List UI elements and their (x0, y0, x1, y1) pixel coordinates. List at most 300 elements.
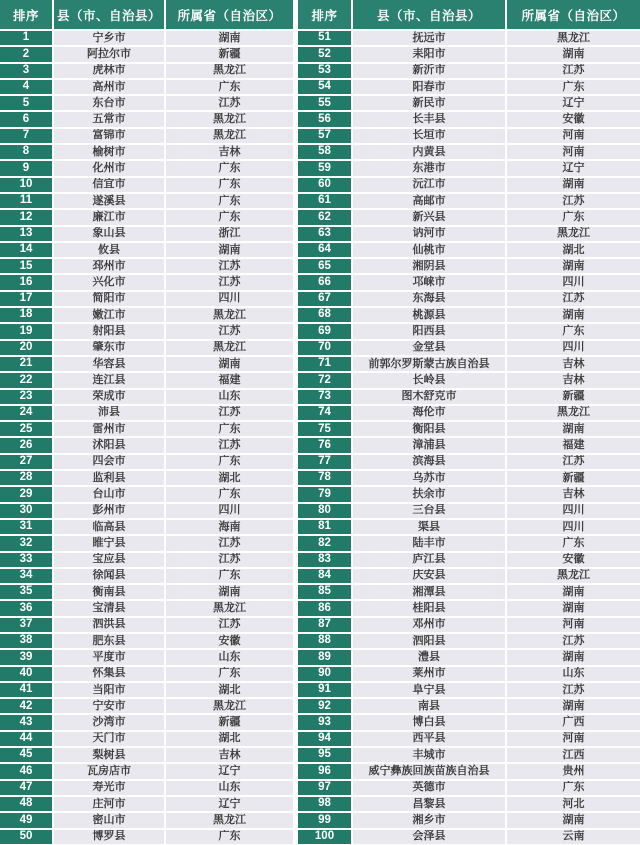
county-cell: 肥东县 (54, 634, 164, 648)
county-cell: 攸县 (54, 243, 164, 257)
county-cell: 西平县 (353, 732, 505, 746)
county-cell: 高邮市 (353, 194, 505, 208)
rank-cell: 33 (0, 553, 52, 567)
county-cell: 榆树市 (54, 145, 164, 159)
rank-cell: 73 (298, 390, 351, 404)
county-cell: 莱州市 (353, 667, 505, 681)
province-cell: 黑龙江 (166, 341, 293, 355)
column-header-province: 所属省（自治区） (507, 0, 640, 29)
province-cell: 湖南 (166, 243, 293, 257)
rank-cell: 68 (298, 308, 351, 322)
rank-cell: 11 (0, 194, 52, 208)
county-cell: 衡南县 (54, 585, 164, 599)
county-cell: 监利县 (54, 471, 164, 485)
rank-cell: 97 (298, 781, 351, 795)
rank-cell: 96 (298, 764, 351, 778)
county-cell: 仙桃市 (353, 243, 505, 257)
province-cell: 湖南 (507, 585, 640, 599)
table-ranks-51-100 (298, 0, 640, 845)
rank-cell: 49 (0, 813, 52, 827)
province-cell: 广东 (507, 781, 640, 795)
county-cell: 博罗县 (54, 830, 164, 844)
province-cell: 河南 (507, 129, 640, 143)
rank-cell: 89 (298, 650, 351, 664)
rank-cell: 32 (0, 536, 52, 550)
province-cell: 贵州 (507, 764, 640, 778)
province-cell: 辽宁 (166, 797, 293, 811)
rank-cell: 57 (298, 129, 351, 143)
province-cell: 新疆 (166, 715, 293, 729)
province-cell: 江苏 (507, 634, 640, 648)
county-cell: 澧县 (353, 650, 505, 664)
rank-cell: 2 (0, 47, 52, 61)
province-cell: 黑龙江 (166, 112, 293, 126)
rank-cell: 81 (298, 520, 351, 534)
province-cell: 黑龙江 (166, 129, 293, 143)
county-cell: 四会市 (54, 455, 164, 469)
county-cell: 长丰县 (353, 112, 505, 126)
province-cell: 黑龙江 (507, 31, 640, 45)
province-cell: 湖北 (166, 683, 293, 697)
province-cell: 广东 (166, 210, 293, 224)
rank-cell: 66 (298, 275, 351, 289)
province-cell: 吉林 (507, 357, 640, 371)
county-cell: 当阳市 (54, 683, 164, 697)
county-cell: 东港市 (353, 161, 505, 175)
province-cell: 湖南 (507, 813, 640, 827)
county-cell: 三台县 (353, 504, 505, 518)
rank-cell: 47 (0, 781, 52, 795)
province-cell: 广东 (166, 161, 293, 175)
county-cell: 耒阳市 (353, 47, 505, 61)
county-cell: 荣成市 (54, 390, 164, 404)
county-cell: 东台市 (54, 96, 164, 110)
rank-cell: 82 (298, 536, 351, 550)
county-cell: 庐江县 (353, 553, 505, 567)
county-cell: 睢宁县 (54, 536, 164, 550)
province-cell: 黑龙江 (166, 813, 293, 827)
county-cell: 怀集县 (54, 667, 164, 681)
rank-cell: 8 (0, 145, 52, 159)
table-grid-right (298, 0, 640, 844)
rank-cell: 54 (298, 80, 351, 94)
province-cell: 福建 (507, 438, 640, 452)
province-cell: 山东 (166, 390, 293, 404)
province-cell: 广东 (166, 422, 293, 436)
province-cell: 新疆 (507, 471, 640, 485)
county-cell: 图木舒克市 (353, 390, 505, 404)
province-cell: 吉林 (166, 748, 293, 762)
county-cell: 连江县 (54, 373, 164, 387)
province-cell: 湖南 (507, 422, 640, 436)
province-cell: 江苏 (166, 275, 293, 289)
province-cell: 海南 (166, 520, 293, 534)
county-cell: 彭州市 (54, 504, 164, 518)
column-header-county: 县（市、自治县） (353, 0, 505, 29)
province-cell: 四川 (507, 504, 640, 518)
province-cell: 湖南 (166, 585, 293, 599)
county-cell: 内黄县 (353, 145, 505, 159)
rank-cell: 15 (0, 259, 52, 273)
county-cell: 扶余市 (353, 487, 505, 501)
province-cell: 广西 (507, 715, 640, 729)
province-cell: 四川 (166, 292, 293, 306)
county-cell: 新沂市 (353, 64, 505, 78)
rank-cell: 92 (298, 699, 351, 713)
province-cell: 江西 (507, 748, 640, 762)
province-cell: 江苏 (507, 455, 640, 469)
county-cell: 化州市 (54, 161, 164, 175)
province-cell: 安徽 (507, 112, 640, 126)
rank-cell: 13 (0, 227, 52, 241)
county-cell: 乌苏市 (353, 471, 505, 485)
county-cell: 长岭县 (353, 373, 505, 387)
county-cell: 邛崃市 (353, 275, 505, 289)
province-cell: 江苏 (166, 96, 293, 110)
county-cell: 徐闻县 (54, 569, 164, 583)
rank-cell: 7 (0, 129, 52, 143)
county-cell: 渠县 (353, 520, 505, 534)
county-cell: 庄河市 (54, 797, 164, 811)
province-cell: 广东 (166, 569, 293, 583)
column-header-county: 县（市、自治县） (54, 0, 164, 29)
province-cell: 湖南 (507, 259, 640, 273)
county-cell: 肇东市 (54, 341, 164, 355)
province-cell: 湖南 (507, 650, 640, 664)
province-cell: 广东 (166, 178, 293, 192)
rank-cell: 88 (298, 634, 351, 648)
rank-cell: 50 (0, 830, 52, 844)
province-cell: 四川 (507, 341, 640, 355)
rank-cell: 83 (298, 553, 351, 567)
rank-cell: 43 (0, 715, 52, 729)
rank-cell: 62 (298, 210, 351, 224)
province-cell: 江苏 (166, 324, 293, 338)
county-cell: 象山县 (54, 227, 164, 241)
province-cell: 湖南 (507, 699, 640, 713)
county-cell: 密山市 (54, 813, 164, 827)
county-cell: 漳浦县 (353, 438, 505, 452)
province-cell: 广东 (166, 455, 293, 469)
rank-cell: 70 (298, 341, 351, 355)
rank-cell: 74 (298, 406, 351, 420)
county-cell: 阿拉尔市 (54, 47, 164, 61)
county-cell: 瓦房店市 (54, 764, 164, 778)
rank-cell: 76 (298, 438, 351, 452)
county-cell: 威宁彝族回族苗族自治县 (353, 764, 505, 778)
rank-cell: 14 (0, 243, 52, 257)
province-cell: 黑龙江 (507, 406, 640, 420)
province-cell: 湖北 (507, 243, 640, 257)
province-cell: 广东 (507, 536, 640, 550)
table-ranks-1-50 (0, 0, 293, 845)
province-cell: 湖北 (166, 471, 293, 485)
rank-cell: 78 (298, 471, 351, 485)
county-cell: 金堂县 (353, 341, 505, 355)
province-cell: 广东 (166, 194, 293, 208)
rank-cell: 6 (0, 112, 52, 126)
province-cell: 广东 (507, 210, 640, 224)
rank-cell: 37 (0, 618, 52, 632)
rank-cell: 56 (298, 112, 351, 126)
province-cell: 山东 (507, 667, 640, 681)
rank-cell: 75 (298, 422, 351, 436)
province-cell: 山东 (166, 650, 293, 664)
rank-cell: 39 (0, 650, 52, 664)
province-cell: 湖北 (166, 732, 293, 746)
province-cell: 江苏 (166, 406, 293, 420)
county-cell: 台山市 (54, 487, 164, 501)
county-cell: 邳州市 (54, 259, 164, 273)
county-cell: 雷州市 (54, 422, 164, 436)
province-cell: 广东 (507, 80, 640, 94)
province-cell: 安徽 (507, 553, 640, 567)
rank-cell: 55 (298, 96, 351, 110)
county-cell: 英德市 (353, 781, 505, 795)
rank-cell: 5 (0, 96, 52, 110)
rank-cell: 40 (0, 667, 52, 681)
province-cell: 广东 (507, 324, 640, 338)
province-cell: 湖南 (166, 357, 293, 371)
province-cell: 新疆 (507, 390, 640, 404)
county-cell: 新民市 (353, 96, 505, 110)
province-cell: 辽宁 (507, 96, 640, 110)
province-cell: 江苏 (166, 618, 293, 632)
rank-cell: 69 (298, 324, 351, 338)
rank-cell: 72 (298, 373, 351, 387)
province-cell: 广东 (166, 487, 293, 501)
rank-cell: 4 (0, 80, 52, 94)
county-cell: 信宜市 (54, 178, 164, 192)
province-cell: 河北 (507, 797, 640, 811)
province-cell: 湖南 (507, 308, 640, 322)
rank-cell: 22 (0, 373, 52, 387)
province-cell: 广东 (166, 80, 293, 94)
province-cell: 湖南 (507, 47, 640, 61)
rank-cell: 63 (298, 227, 351, 241)
rank-cell: 58 (298, 145, 351, 159)
rank-cell: 98 (298, 797, 351, 811)
rank-cell: 100 (298, 830, 351, 844)
county-cell: 沛县 (54, 406, 164, 420)
county-cell: 简阳市 (54, 292, 164, 306)
county-cell: 湘阴县 (353, 259, 505, 273)
province-cell: 福建 (166, 373, 293, 387)
province-cell: 江苏 (166, 259, 293, 273)
rank-cell: 23 (0, 390, 52, 404)
province-cell: 山东 (166, 781, 293, 795)
province-cell: 吉林 (166, 145, 293, 159)
column-header-rank: 排序 (298, 0, 351, 29)
county-cell: 衡阳县 (353, 422, 505, 436)
county-cell: 寿光市 (54, 781, 164, 795)
province-cell: 黑龙江 (166, 601, 293, 615)
rank-cell: 24 (0, 406, 52, 420)
province-cell: 四川 (507, 275, 640, 289)
county-cell: 宁安市 (54, 699, 164, 713)
rank-cell: 90 (298, 667, 351, 681)
rank-cell: 26 (0, 438, 52, 452)
province-cell: 河南 (507, 618, 640, 632)
province-cell: 河南 (507, 145, 640, 159)
column-header-province: 所属省（自治区） (166, 0, 293, 29)
province-cell: 江苏 (507, 64, 640, 78)
rank-cell: 48 (0, 797, 52, 811)
county-cell: 桂阳县 (353, 601, 505, 615)
province-cell: 黑龙江 (507, 227, 640, 241)
province-cell: 湖南 (166, 31, 293, 45)
rank-cell: 21 (0, 357, 52, 371)
rank-cell: 25 (0, 422, 52, 436)
province-cell: 江苏 (507, 194, 640, 208)
county-cell: 阳西县 (353, 324, 505, 338)
rank-cell: 27 (0, 455, 52, 469)
table-grid-left (0, 0, 293, 844)
county-cell: 博白县 (353, 715, 505, 729)
county-cell: 庆安县 (353, 569, 505, 583)
county-cell: 五常市 (54, 112, 164, 126)
county-cell: 讷河市 (353, 227, 505, 241)
county-cell: 泗洪县 (54, 618, 164, 632)
rank-cell: 61 (298, 194, 351, 208)
rank-cell: 42 (0, 699, 52, 713)
rank-cell: 77 (298, 455, 351, 469)
province-cell: 吉林 (507, 373, 640, 387)
rank-cell: 29 (0, 487, 52, 501)
province-cell: 湖南 (507, 178, 640, 192)
county-cell: 遂溪县 (54, 194, 164, 208)
county-cell: 陆丰市 (353, 536, 505, 550)
county-cell: 桃源县 (353, 308, 505, 322)
rank-cell: 99 (298, 813, 351, 827)
rank-cell: 79 (298, 487, 351, 501)
county-cell: 高州市 (54, 80, 164, 94)
county-cell: 射阳县 (54, 324, 164, 338)
rank-cell: 80 (298, 504, 351, 518)
rank-cell: 95 (298, 748, 351, 762)
rank-cell: 93 (298, 715, 351, 729)
rank-cell: 52 (298, 47, 351, 61)
province-cell: 黑龙江 (166, 308, 293, 322)
province-cell: 安徽 (166, 634, 293, 648)
rank-cell: 34 (0, 569, 52, 583)
province-cell: 江苏 (166, 553, 293, 567)
rank-cell: 16 (0, 275, 52, 289)
province-cell: 新疆 (166, 47, 293, 61)
rank-cell: 36 (0, 601, 52, 615)
county-cell: 湘乡市 (353, 813, 505, 827)
county-cell: 沅江市 (353, 178, 505, 192)
rank-cell: 85 (298, 585, 351, 599)
county-cell: 新兴县 (353, 210, 505, 224)
rank-cell: 45 (0, 748, 52, 762)
county-cell: 华容县 (54, 357, 164, 371)
county-cell: 天门市 (54, 732, 164, 746)
rank-cell: 46 (0, 764, 52, 778)
county-cell: 沭阳县 (54, 438, 164, 452)
county-cell: 宁乡市 (54, 31, 164, 45)
rank-cell: 31 (0, 520, 52, 534)
rank-cell: 3 (0, 64, 52, 78)
county-cell: 海伦市 (353, 406, 505, 420)
rank-cell: 17 (0, 292, 52, 306)
county-cell: 泗阳县 (353, 634, 505, 648)
rank-cell: 12 (0, 210, 52, 224)
province-cell: 黑龙江 (166, 699, 293, 713)
county-cell: 抚远市 (353, 31, 505, 45)
county-cell: 邓州市 (353, 618, 505, 632)
county-cell: 宝应县 (54, 553, 164, 567)
county-cell: 富锦市 (54, 129, 164, 143)
county-cell: 嫩江市 (54, 308, 164, 322)
province-cell: 广东 (166, 830, 293, 844)
province-cell: 吉林 (507, 487, 640, 501)
rank-cell: 59 (298, 161, 351, 175)
county-cell: 梨树县 (54, 748, 164, 762)
province-cell: 黑龙江 (507, 569, 640, 583)
rank-cell: 53 (298, 64, 351, 78)
county-cell: 滨海县 (353, 455, 505, 469)
rank-cell: 65 (298, 259, 351, 273)
rank-cell: 94 (298, 732, 351, 746)
county-cell: 东海县 (353, 292, 505, 306)
province-cell: 江苏 (507, 683, 640, 697)
rank-cell: 28 (0, 471, 52, 485)
province-cell: 四川 (166, 504, 293, 518)
rank-cell: 1 (0, 31, 52, 45)
county-cell: 长垣市 (353, 129, 505, 143)
rank-cell: 18 (0, 308, 52, 322)
county-cell: 沙湾市 (54, 715, 164, 729)
province-cell: 黑龙江 (166, 64, 293, 78)
province-cell: 江苏 (166, 438, 293, 452)
county-cell: 宝清县 (54, 601, 164, 615)
rank-cell: 71 (298, 357, 351, 371)
rank-cell: 38 (0, 634, 52, 648)
column-header-rank: 排序 (0, 0, 52, 29)
province-cell: 河南 (507, 732, 640, 746)
county-cell: 阳春市 (353, 80, 505, 94)
county-cell: 昌黎县 (353, 797, 505, 811)
county-cell: 会泽县 (353, 830, 505, 844)
rank-cell: 10 (0, 178, 52, 192)
rank-cell: 91 (298, 683, 351, 697)
county-cell: 廉江市 (54, 210, 164, 224)
county-cell: 兴化市 (54, 275, 164, 289)
rank-cell: 87 (298, 618, 351, 632)
rank-cell: 86 (298, 601, 351, 615)
county-cell: 湘潭县 (353, 585, 505, 599)
rank-cell: 84 (298, 569, 351, 583)
province-cell: 辽宁 (166, 764, 293, 778)
county-cell: 虎林市 (54, 64, 164, 78)
county-cell: 丰城市 (353, 748, 505, 762)
province-cell: 辽宁 (507, 161, 640, 175)
county-cell: 临高县 (54, 520, 164, 534)
province-cell: 江苏 (166, 536, 293, 550)
county-cell: 南县 (353, 699, 505, 713)
county-cell: 前郭尔罗斯蒙古族自治县 (353, 357, 505, 371)
rank-cell: 44 (0, 732, 52, 746)
province-cell: 广东 (166, 667, 293, 681)
rank-cell: 41 (0, 683, 52, 697)
rank-cell: 9 (0, 161, 52, 175)
province-cell: 四川 (507, 520, 640, 534)
rank-cell: 30 (0, 504, 52, 518)
rank-cell: 64 (298, 243, 351, 257)
province-cell: 湖南 (507, 601, 640, 615)
rank-cell: 51 (298, 31, 351, 45)
